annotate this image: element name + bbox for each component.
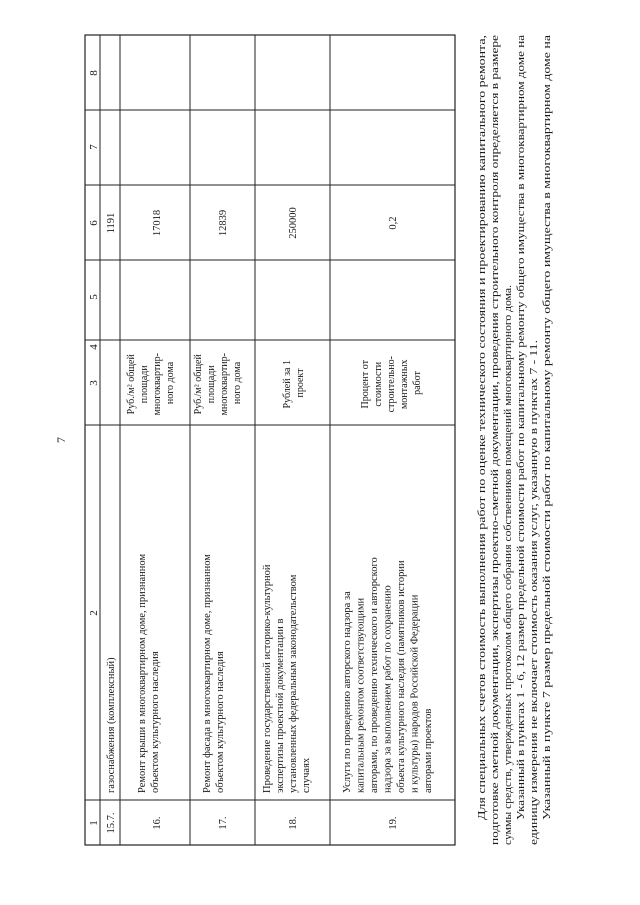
row-value: 1191 bbox=[106, 212, 117, 234]
column-header: 2 bbox=[88, 610, 100, 616]
page-number: 7 bbox=[54, 437, 68, 443]
row-unit: Руб./м² общей площади многоквартир- ного дома bbox=[193, 353, 243, 416]
row-unit: Рублей за 1 проект bbox=[282, 360, 306, 409]
row-name: Проведение государственной историко-культурной экспертизы проектной документации в установленных федеральным законодательством случаях bbox=[262, 564, 312, 793]
row-name: газоснабжения (комплексный) bbox=[106, 657, 117, 793]
row-number: 16. bbox=[152, 816, 163, 830]
row-unit: Руб./м² общей площади многоквартир- ного дома bbox=[126, 353, 176, 416]
table-row bbox=[126, 210, 176, 830]
note-line: суммы средств, утвержденных протоколом общего собрания собственников помещений многоквартирного дома. bbox=[503, 349, 514, 845]
table-row bbox=[262, 207, 312, 829]
table-header-row bbox=[88, 70, 100, 826]
note-line: Указанный в пунктах 1 - 6, 12 размер предельной стоимости работ по капитальному ремонту общего имущества в многоквартирном доме на bbox=[516, 202, 527, 820]
column-header: 8 bbox=[88, 70, 100, 76]
column-header: 5 bbox=[88, 294, 100, 300]
note-line: подготовке сметной документации, экспертизы проектно-сметной документации, проведения строительного контроля определяется в размере bbox=[490, 219, 501, 845]
note-line: Для специальных счетов стоимость выполнения работ по оценке технического состояния и проектированию капитального ремонта, bbox=[477, 239, 488, 820]
row-unit: Процент от стоимости строительно- монтажных работ bbox=[360, 356, 423, 413]
column-header: 7 bbox=[88, 144, 100, 150]
row-name: Услуги по проведению авторского надзора за капитальным ремонтом соответствующими авторами, по проведению технического и авторского надзора за выполнением работ по сохранению объекта культурного наследия (памятников истории и культуры) народов Российской Федерации авторами проектов bbox=[342, 557, 434, 793]
row-value: 17018 bbox=[152, 209, 163, 237]
row-number: 15.7. bbox=[106, 812, 117, 834]
row-value: 250000 bbox=[288, 207, 299, 239]
row-number: 18. bbox=[288, 816, 299, 830]
notes bbox=[477, 34, 553, 845]
note-line: единицу измерения не включает стоимость оказания услуг, указанную в пунктах 7 - 11. bbox=[529, 461, 540, 845]
row-number: 19. bbox=[388, 816, 399, 830]
row-name: Ремонт крыши в многоквартирном доме, признанном объектом культурного наследия bbox=[137, 553, 161, 793]
row-value: 0,2 bbox=[388, 216, 399, 230]
row-value: 12839 bbox=[218, 209, 229, 237]
table-row bbox=[342, 216, 434, 829]
note-line: Указанный в пункте 7 размер предельной стоимости работ по капитальному ремонту общего имущества в многоквартирном доме на bbox=[542, 236, 553, 820]
column-header: 6 bbox=[88, 220, 100, 226]
row-name: Ремонт фасада в многоквартирном доме, признанном объектом культурного наследия bbox=[202, 554, 226, 793]
table bbox=[85, 35, 455, 845]
column-header: 1 bbox=[88, 820, 100, 826]
column-header: 3 bbox=[88, 380, 100, 386]
column-header: 4 bbox=[88, 344, 100, 350]
row-number: 17. bbox=[218, 816, 229, 830]
table-row bbox=[106, 213, 117, 834]
table-row bbox=[193, 210, 243, 830]
